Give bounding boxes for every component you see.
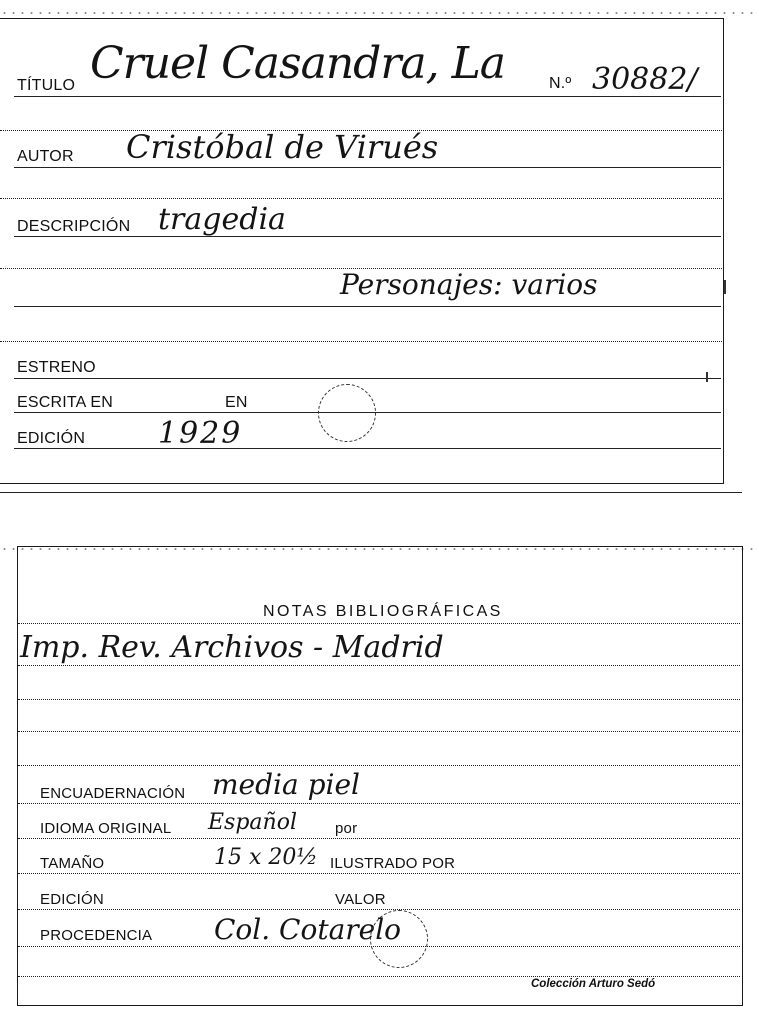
autor-value: Cristóbal de Virués xyxy=(126,128,439,166)
dotted-rule xyxy=(0,198,722,199)
dotted-rule xyxy=(18,976,740,977)
stamp-mark xyxy=(370,910,428,968)
tick-mark xyxy=(706,372,708,382)
edicion-rule xyxy=(14,448,721,449)
estreno-rule xyxy=(14,378,721,379)
titulo-label: TÍTULO xyxy=(17,77,76,94)
ilustrado-label: ILUSTRADO POR xyxy=(330,855,456,872)
numero-label: N.º xyxy=(549,75,572,92)
idioma-label: IDIOMA ORIGINAL xyxy=(40,820,172,837)
stamp-mark xyxy=(318,384,376,442)
dotted-rule xyxy=(18,873,740,874)
dotted-rule xyxy=(18,803,740,804)
autor-label: AUTOR xyxy=(17,148,74,165)
tick-mark xyxy=(724,280,726,294)
tamano-value: 15 x 20½ xyxy=(214,845,318,870)
titulo-rule xyxy=(14,96,721,97)
dotted-rule xyxy=(18,909,740,910)
collection-credit: Colección Arturo Sedó xyxy=(531,978,656,990)
estreno-label: ESTRENO xyxy=(17,359,96,376)
dotted-rule xyxy=(18,699,740,700)
titulo-value: Cruel Casandra, La xyxy=(90,38,506,89)
dotted-rule xyxy=(18,838,740,839)
dotted-rule xyxy=(18,665,740,666)
tamano-label: TAMAÑO xyxy=(40,855,105,872)
dotted-rule xyxy=(18,765,740,766)
edicion-value: 1929 xyxy=(158,416,243,451)
autor-rule xyxy=(14,167,721,168)
por-label: por xyxy=(335,820,358,837)
notas-heading: NOTAS BIBLIOGRÁFICAS xyxy=(263,603,503,620)
procedencia-value: Col. Cotarelo xyxy=(214,913,402,946)
numero-value: 30882/ xyxy=(592,62,698,97)
dotted-rule xyxy=(18,731,740,732)
en-label: EN xyxy=(225,394,248,411)
page-divider xyxy=(0,492,742,493)
dotted-rule xyxy=(0,341,722,342)
descripcion-rule xyxy=(14,236,721,237)
personajes-rule xyxy=(14,306,721,307)
encuadernacion-label: ENCUADERNACIÓN xyxy=(40,785,186,802)
nota-value: Imp. Rev. Archivos - Madrid xyxy=(20,630,444,665)
idioma-value: Español xyxy=(208,810,297,835)
dotted-rule xyxy=(18,623,740,624)
edicion-label: EDICIÓN xyxy=(17,430,86,447)
descripcion-value: tragedia xyxy=(158,202,286,237)
encuadernacion-value: media piel xyxy=(212,768,360,801)
valor-label: VALOR xyxy=(335,891,386,908)
personajes-value: Personajes: varios xyxy=(340,268,598,301)
descripcion-label: DESCRIPCIÓN xyxy=(17,218,131,235)
escrita-en-label: ESCRITA EN xyxy=(17,394,113,411)
edicion-back-label: EDICIÓN xyxy=(40,891,104,908)
procedencia-label: PROCEDENCIA xyxy=(40,927,153,944)
